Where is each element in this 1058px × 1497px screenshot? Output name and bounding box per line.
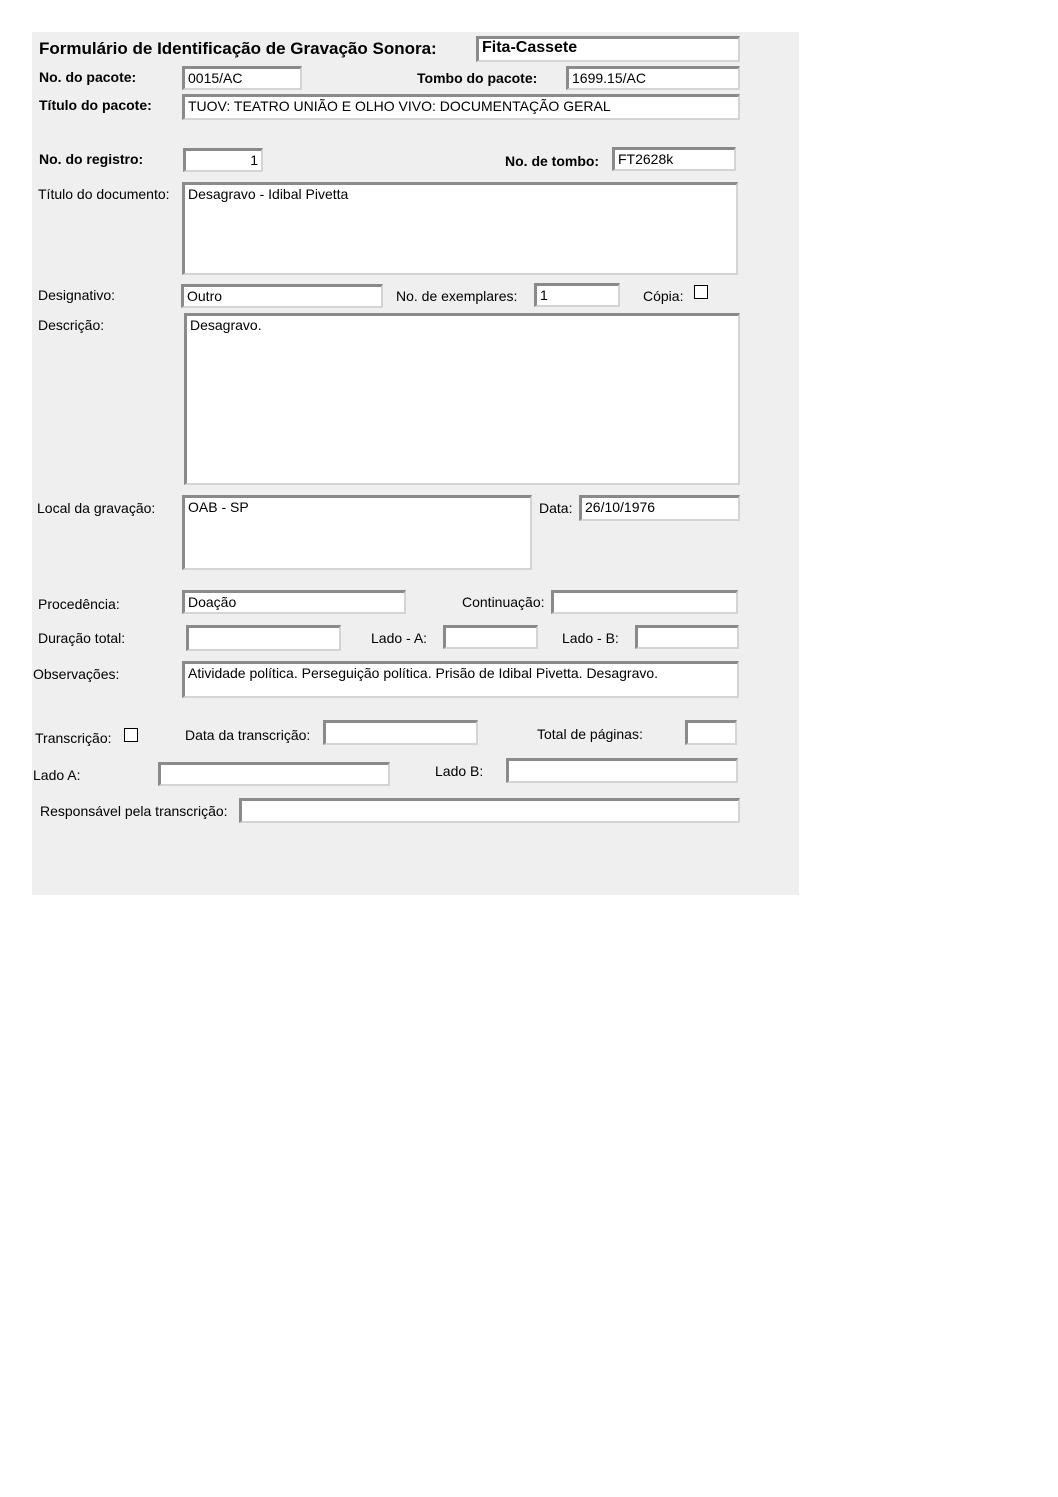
registro-tombo-field[interactable]: FT2628k	[612, 147, 736, 171]
pacote-tombo-field[interactable]: 1699.15/AC	[566, 66, 740, 90]
procedencia-label: Procedência:	[38, 596, 120, 612]
local-label: Local da gravação:	[37, 500, 156, 516]
pacote-title-field[interactable]: TUOV: TEATRO UNIÃO E OLHO VIVO: DOCUMENTAÇÃO GERAL	[182, 94, 740, 120]
data-field[interactable]: 26/10/1976	[579, 495, 740, 521]
responsavel-field[interactable]	[239, 798, 740, 823]
transcricao-lado-a-field[interactable]	[158, 762, 390, 786]
lado-a-field[interactable]	[443, 625, 538, 649]
pacote-number-field[interactable]: 0015/AC	[182, 66, 302, 90]
local-field[interactable]: OAB - SP	[182, 495, 532, 570]
duracao-field[interactable]	[186, 625, 341, 651]
descricao-field[interactable]: Desagravo.	[184, 313, 740, 485]
lado-b-label: Lado - B:	[562, 630, 619, 646]
transcricao-data-label: Data da transcrição:	[185, 727, 311, 743]
document-title-label: Título do documento:	[38, 186, 170, 202]
transcricao-lado-b-field[interactable]	[506, 758, 738, 783]
pacote-number-label: No. do pacote:	[39, 69, 137, 85]
responsavel-label: Responsável pela transcrição:	[40, 803, 228, 819]
continuacao-field[interactable]	[551, 590, 738, 614]
registro-tombo-label: No. de tombo:	[505, 153, 600, 169]
document-title-field[interactable]: Desagravo - Idibal Pivetta	[182, 182, 738, 275]
descricao-label: Descrição:	[38, 317, 105, 333]
lado-a-label: Lado - A:	[371, 630, 428, 646]
transcricao-label: Transcrição:	[35, 730, 112, 746]
copia-checkbox[interactable]	[694, 285, 708, 299]
transcricao-data-field[interactable]	[323, 720, 478, 745]
exemplares-field[interactable]: 1	[534, 283, 620, 307]
transcricao-lado-b-label: Lado B:	[435, 763, 484, 779]
designativo-label: Designativo:	[38, 287, 116, 303]
form-title: Formulário de Identificação de Gravação Sonora:	[39, 39, 437, 58]
transcricao-checkbox[interactable]	[124, 728, 138, 742]
total-paginas-field[interactable]	[685, 720, 737, 745]
pacote-tombo-label: Tombo do pacote:	[417, 70, 538, 86]
media-type-field[interactable]: Fita-Cassete	[476, 36, 740, 62]
total-paginas-label: Total de páginas:	[537, 726, 643, 742]
transcricao-lado-a-label: Lado A:	[33, 767, 81, 783]
duracao-label: Duração total:	[38, 630, 126, 646]
lado-b-field[interactable]	[635, 625, 739, 649]
observacoes-label: Observações:	[33, 666, 120, 682]
observacoes-field[interactable]: Atividade política. Perseguição política. Prisão de Idibal Pivetta. Desagravo.	[182, 661, 739, 698]
procedencia-field[interactable]: Doação	[182, 590, 406, 614]
designativo-field[interactable]: Outro	[181, 284, 383, 308]
continuacao-label: Continuação:	[462, 594, 545, 610]
exemplares-label: No. de exemplares:	[396, 288, 518, 304]
registro-number-field[interactable]: 1	[183, 148, 263, 172]
registro-number-label: No. do registro:	[39, 151, 144, 167]
pacote-title-label: Título do pacote:	[39, 97, 152, 113]
data-label: Data:	[539, 500, 573, 516]
copia-label: Cópia:	[643, 288, 684, 304]
